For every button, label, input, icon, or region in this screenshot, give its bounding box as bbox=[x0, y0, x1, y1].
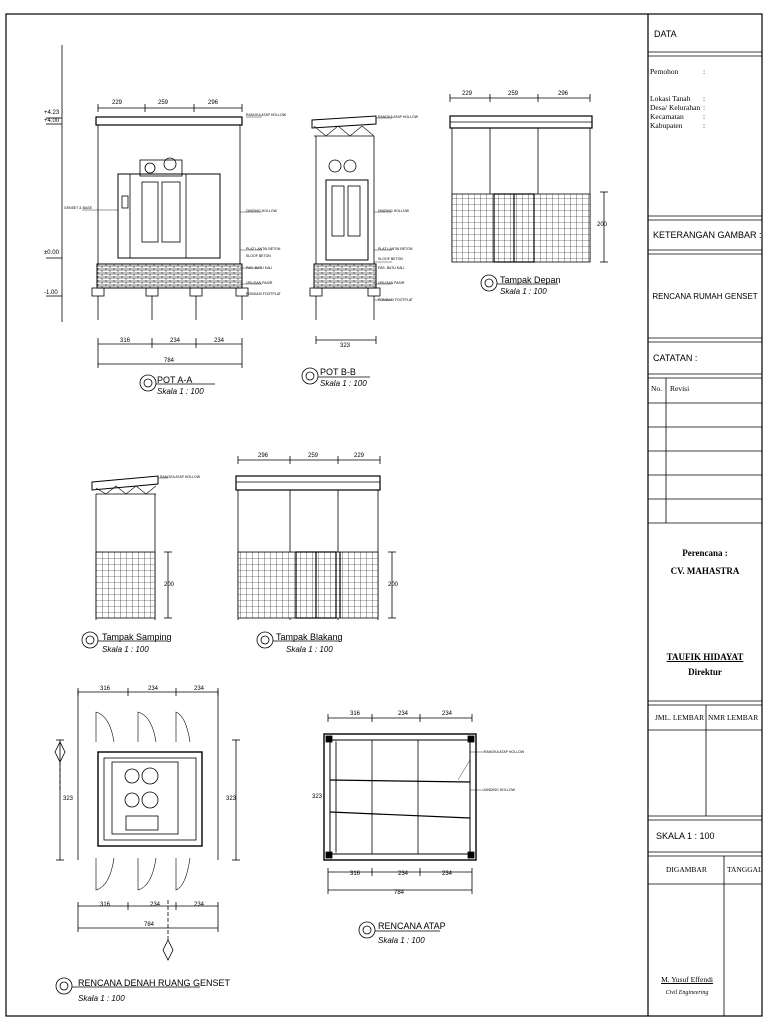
dim-text: 234 bbox=[148, 686, 159, 692]
field-lokasi: Lokasi Tanah bbox=[650, 94, 691, 103]
dim-text: 234 bbox=[150, 902, 161, 908]
nmr-lembar: NMR LEMBAR bbox=[708, 713, 759, 722]
dim-text: 234 bbox=[194, 902, 205, 908]
note-text: PAS. BATU KALI bbox=[378, 266, 405, 270]
pot-bb-title: POT B-B bbox=[320, 367, 356, 377]
atap-scale: Skala 1 : 100 bbox=[378, 936, 425, 945]
note-text: DINDING HOLLOW bbox=[246, 209, 277, 213]
revisi-no: No. bbox=[651, 384, 663, 393]
dim-text: 784 bbox=[144, 922, 155, 928]
dim-text: 234 bbox=[398, 871, 409, 877]
keterangan-value: RENCANA RUMAH GENSET bbox=[652, 292, 758, 301]
dim-text: 316 bbox=[100, 686, 111, 692]
perencana-name: CV. MAHASTRA bbox=[670, 566, 740, 576]
field-sep: : bbox=[703, 67, 706, 76]
field-sep: : bbox=[703, 121, 706, 130]
dim-text: 234 bbox=[194, 686, 205, 692]
level-text: +4.00 bbox=[44, 118, 60, 124]
note-text: DINDING HOLLOW bbox=[378, 209, 409, 213]
dim-text: 259 bbox=[308, 453, 319, 459]
atap-title: RENCANA ATAP bbox=[378, 921, 446, 931]
field-sep: : bbox=[703, 112, 706, 121]
keterangan-header: KETERANGAN GAMBAR : bbox=[653, 230, 762, 240]
field-sep: : bbox=[703, 94, 706, 103]
note-text: PLAT LANTAI BETON bbox=[246, 247, 281, 251]
section-aa bbox=[46, 45, 262, 391]
dim-text: 316 bbox=[100, 902, 111, 908]
drafter-name: M. Yusuf Effendi bbox=[661, 975, 713, 984]
digambar-label: DIGAMBAR bbox=[666, 865, 707, 874]
dim-text: 316 bbox=[350, 871, 361, 877]
dim-text: 234 bbox=[214, 338, 225, 344]
skala-label: SKALA 1 : 100 bbox=[656, 831, 715, 841]
tanggal-label: TANGGAL bbox=[727, 865, 763, 874]
dim-text: 259 bbox=[508, 91, 519, 97]
drafter-title: Civil Engineering bbox=[665, 990, 709, 996]
field-desa: Desa/ Kelurahan bbox=[650, 103, 701, 112]
denah-title: RENCANA DENAH RUANG GENSET bbox=[78, 978, 231, 988]
tampak-samping-title: Tampak Samping bbox=[102, 632, 172, 642]
level-text: -1.00 bbox=[44, 290, 58, 296]
perencana-label: Perencana : bbox=[682, 548, 728, 558]
dim-text: 200 bbox=[597, 222, 608, 228]
elevation-back bbox=[236, 456, 399, 648]
note-text: PONDASI FOOTPLAT bbox=[378, 298, 413, 302]
dim-text: 296 bbox=[208, 100, 219, 106]
dim-text: 200 bbox=[388, 582, 399, 588]
note-text: RANGKA ATAP HOLLOW bbox=[246, 113, 287, 117]
dim-text: 200 bbox=[164, 582, 175, 588]
denah-scale: Skala 1 : 100 bbox=[78, 994, 125, 1003]
director-name: TAUFIK HIDAYAT bbox=[666, 652, 744, 662]
dim-text: 296 bbox=[558, 91, 569, 97]
note-text: URUGAN PASIR bbox=[378, 281, 405, 285]
dim-text: 784 bbox=[164, 358, 175, 364]
field-kabupaten: Kabupaten bbox=[650, 121, 683, 130]
level-text: +4.23 bbox=[44, 110, 60, 116]
dim-text: 316 bbox=[120, 338, 131, 344]
note-text: DINDING HOLLOW bbox=[484, 788, 515, 792]
note-text: SLOOF BETON bbox=[378, 257, 403, 261]
dim-text: 323 bbox=[340, 343, 351, 349]
dim-text: 323 bbox=[226, 796, 237, 802]
dim-text: 229 bbox=[112, 100, 123, 106]
tampak-blakang-title: Tampak Blakang bbox=[276, 632, 343, 642]
roof-plan bbox=[324, 714, 484, 938]
dim-text: 296 bbox=[258, 453, 269, 459]
dim-text: 316 bbox=[350, 711, 361, 717]
data-header: DATA bbox=[654, 29, 677, 39]
tampak-blakang-scale: Skala 1 : 100 bbox=[286, 645, 333, 654]
dim-text: 323 bbox=[63, 796, 74, 802]
tampak-depan-title: Tampak Depan bbox=[500, 275, 561, 285]
director-title: Direktur bbox=[688, 667, 722, 677]
note-text: GENSET & BASE bbox=[64, 206, 92, 210]
dim-text: 234 bbox=[442, 711, 453, 717]
field-pemohon: Pemohon bbox=[650, 67, 679, 76]
revisi-label: Revisi bbox=[670, 384, 690, 393]
dim-text: 259 bbox=[158, 100, 169, 106]
note-text: PAS. BATU KALI bbox=[246, 266, 273, 270]
pot-aa-scale: Skala 1 : 100 bbox=[157, 387, 204, 396]
dim-text: 229 bbox=[462, 91, 473, 97]
level-text: ±0.00 bbox=[44, 250, 59, 256]
elevation-front bbox=[450, 94, 608, 291]
pot-aa-title: POT A-A bbox=[157, 375, 193, 385]
dim-text: 229 bbox=[354, 453, 365, 459]
note-text: RANGKA ATAP HOLLOW bbox=[378, 115, 419, 119]
field-sep: : bbox=[703, 103, 706, 112]
dim-text: 234 bbox=[442, 871, 453, 877]
note-text: RANGKA ATAP HOLLOW bbox=[160, 475, 201, 479]
tampak-depan-scale: Skala 1 : 100 bbox=[500, 287, 547, 296]
note-text: PONDASI FOOTPLAT bbox=[246, 292, 281, 296]
dim-text: 234 bbox=[170, 338, 181, 344]
note-text: RANGKA ATAP HOLLOW bbox=[484, 750, 525, 754]
dim-text: 234 bbox=[398, 711, 409, 717]
dim-text: 323 bbox=[312, 794, 323, 800]
note-text: SLOOF BETON bbox=[246, 254, 271, 258]
catatan-header: CATATAN : bbox=[653, 353, 698, 363]
jml-lembar: JML. LEMBAR bbox=[655, 713, 705, 722]
field-kecamatan: Kecamatan bbox=[650, 112, 684, 121]
dim-text: 784 bbox=[394, 890, 405, 896]
note-text: URUGAN PASIR bbox=[246, 281, 273, 285]
tampak-samping-scale: Skala 1 : 100 bbox=[102, 645, 149, 654]
pot-bb-scale: Skala 1 : 100 bbox=[320, 379, 367, 388]
floor-plan bbox=[55, 688, 240, 994]
note-text: PLAT LANTAI BETON bbox=[378, 247, 413, 251]
elevation-side bbox=[82, 476, 175, 648]
